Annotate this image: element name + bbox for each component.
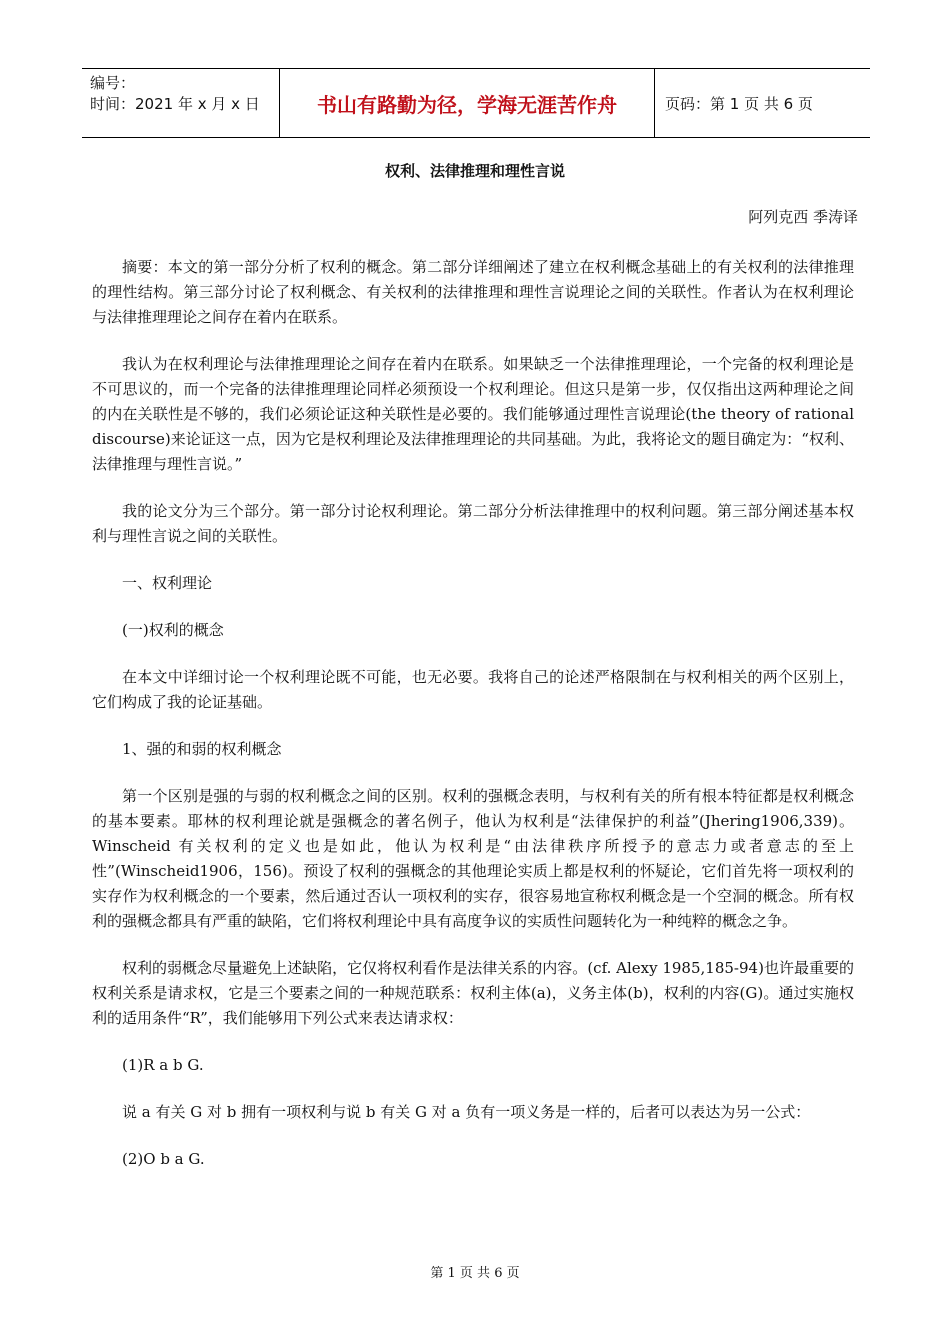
- paragraph: 第一个区别是强的与弱的权利概念之间的区别。权利的强概念表明，与权利有关的所有根本特征都是权利概念的基本要素。耶林的权利理论就是强概念的著名例子，他认为权利是“法律保护的利益”(Jhering1906,339)。Winscheid 有关权利的定义也是如此，他认为权利是“由法律秩序所授予的意志力或者意志的至上性”(Winscheid1906，156)。预设了权利的强概念的其他理论实质上都是权利的怀疑论，它们首先将一项权利的实存作为权利概念的一个要素，然后通过否认一项权利的实存，很容易地宣称权利概念是一个空洞的概念。所有权利的强概念都具有严重的缺陷，它们将权利理论中具有高度争议的实质性问题转化为一种纯粹的概念之争。: [92, 787, 854, 930]
- paragraph: 在本文中详细讨论一个权利理论既不可能，也无必要。我将自己的论述严格限制在与权利相关的两个区别上，它们构成了我的论证基础。: [92, 668, 854, 711]
- paragraph-abstract: 摘要：本文的第一部分分析了权利的概念。第二部分详细阐述了建立在权利概念基础上的有关权利的法律推理的理性结构。第三部分讨论了权利概念、有关权利的法律推理和理性言说理论之间的关联性。作者认为在权利理论与法律推理理论之间存在着内在联系。: [92, 258, 854, 326]
- header-left-cell: [82, 69, 280, 137]
- formula: (1)R a b G.: [122, 1056, 204, 1074]
- page-footer: 第 1 页 共 6 页: [430, 1266, 520, 1281]
- body-content: [92, 255, 854, 1194]
- document-title: 权利、法律推理和理性言说: [384, 162, 565, 180]
- motto: 书山有路勤为径，学海无涯苦作舟: [280, 69, 655, 137]
- page-label: 页码：第 1 页 共 6 页: [665, 94, 813, 113]
- paragraph: 我认为在权利理论与法律推理理论之间存在着内在联系。如果缺乏一个法律推理理论，一个完备的权利理论是不可思议的，而一个完备的法律推理理论同样必须预设一个权利理论。但这只是第一步，仅仅指出这两种理论之间的内在关联性是不够的，我们必须论证这种关联性是必要的。我们能够通过理性言说理论(the theory of rational discourse)来论证这一点，因为它是权利理论及法律推理理论的共同基础。为此，我将论文的题目确定为：“权利、法律推理与理性言说。”: [92, 355, 854, 473]
- paragraph: 说 a 有关 G 对 b 拥有一项权利与说 b 有关 G 对 a 负有一项义务是一样的，后者可以表达为另一公式：: [122, 1103, 811, 1121]
- author-line: 阿列克西 季涛译: [748, 208, 858, 226]
- section-heading: 一、权利理论: [122, 574, 213, 592]
- formula: (2)O b a G.: [122, 1150, 205, 1168]
- paragraph: 我的论文分为三个部分。第一部分讨论权利理论。第二部分分析法律推理中的权利问题。第三部分阐述基本权利与理性言说之间的关联性。: [92, 502, 854, 545]
- code-label: 编号：: [90, 74, 136, 92]
- paragraph: 权利的弱概念尽量避免上述缺陷，它仅将权利看作是法律关系的内容。(cf. Alexy 1985,185-94)也许最重要的权利关系是请求权，它是三个要素之间的一种规范联系：权利主体(a)，义务主体(b)，权利的内容(G)。通过实施权利的适用条件“R”，我们能够用下列公式来表达请求权：: [92, 959, 854, 1027]
- time-label: 时间：2021 年 x 月 x 日: [90, 95, 260, 113]
- subsection-heading: (一)权利的概念: [122, 621, 224, 639]
- subsection-heading: 1、强的和弱的权利概念: [122, 740, 282, 758]
- header-table: [82, 68, 870, 138]
